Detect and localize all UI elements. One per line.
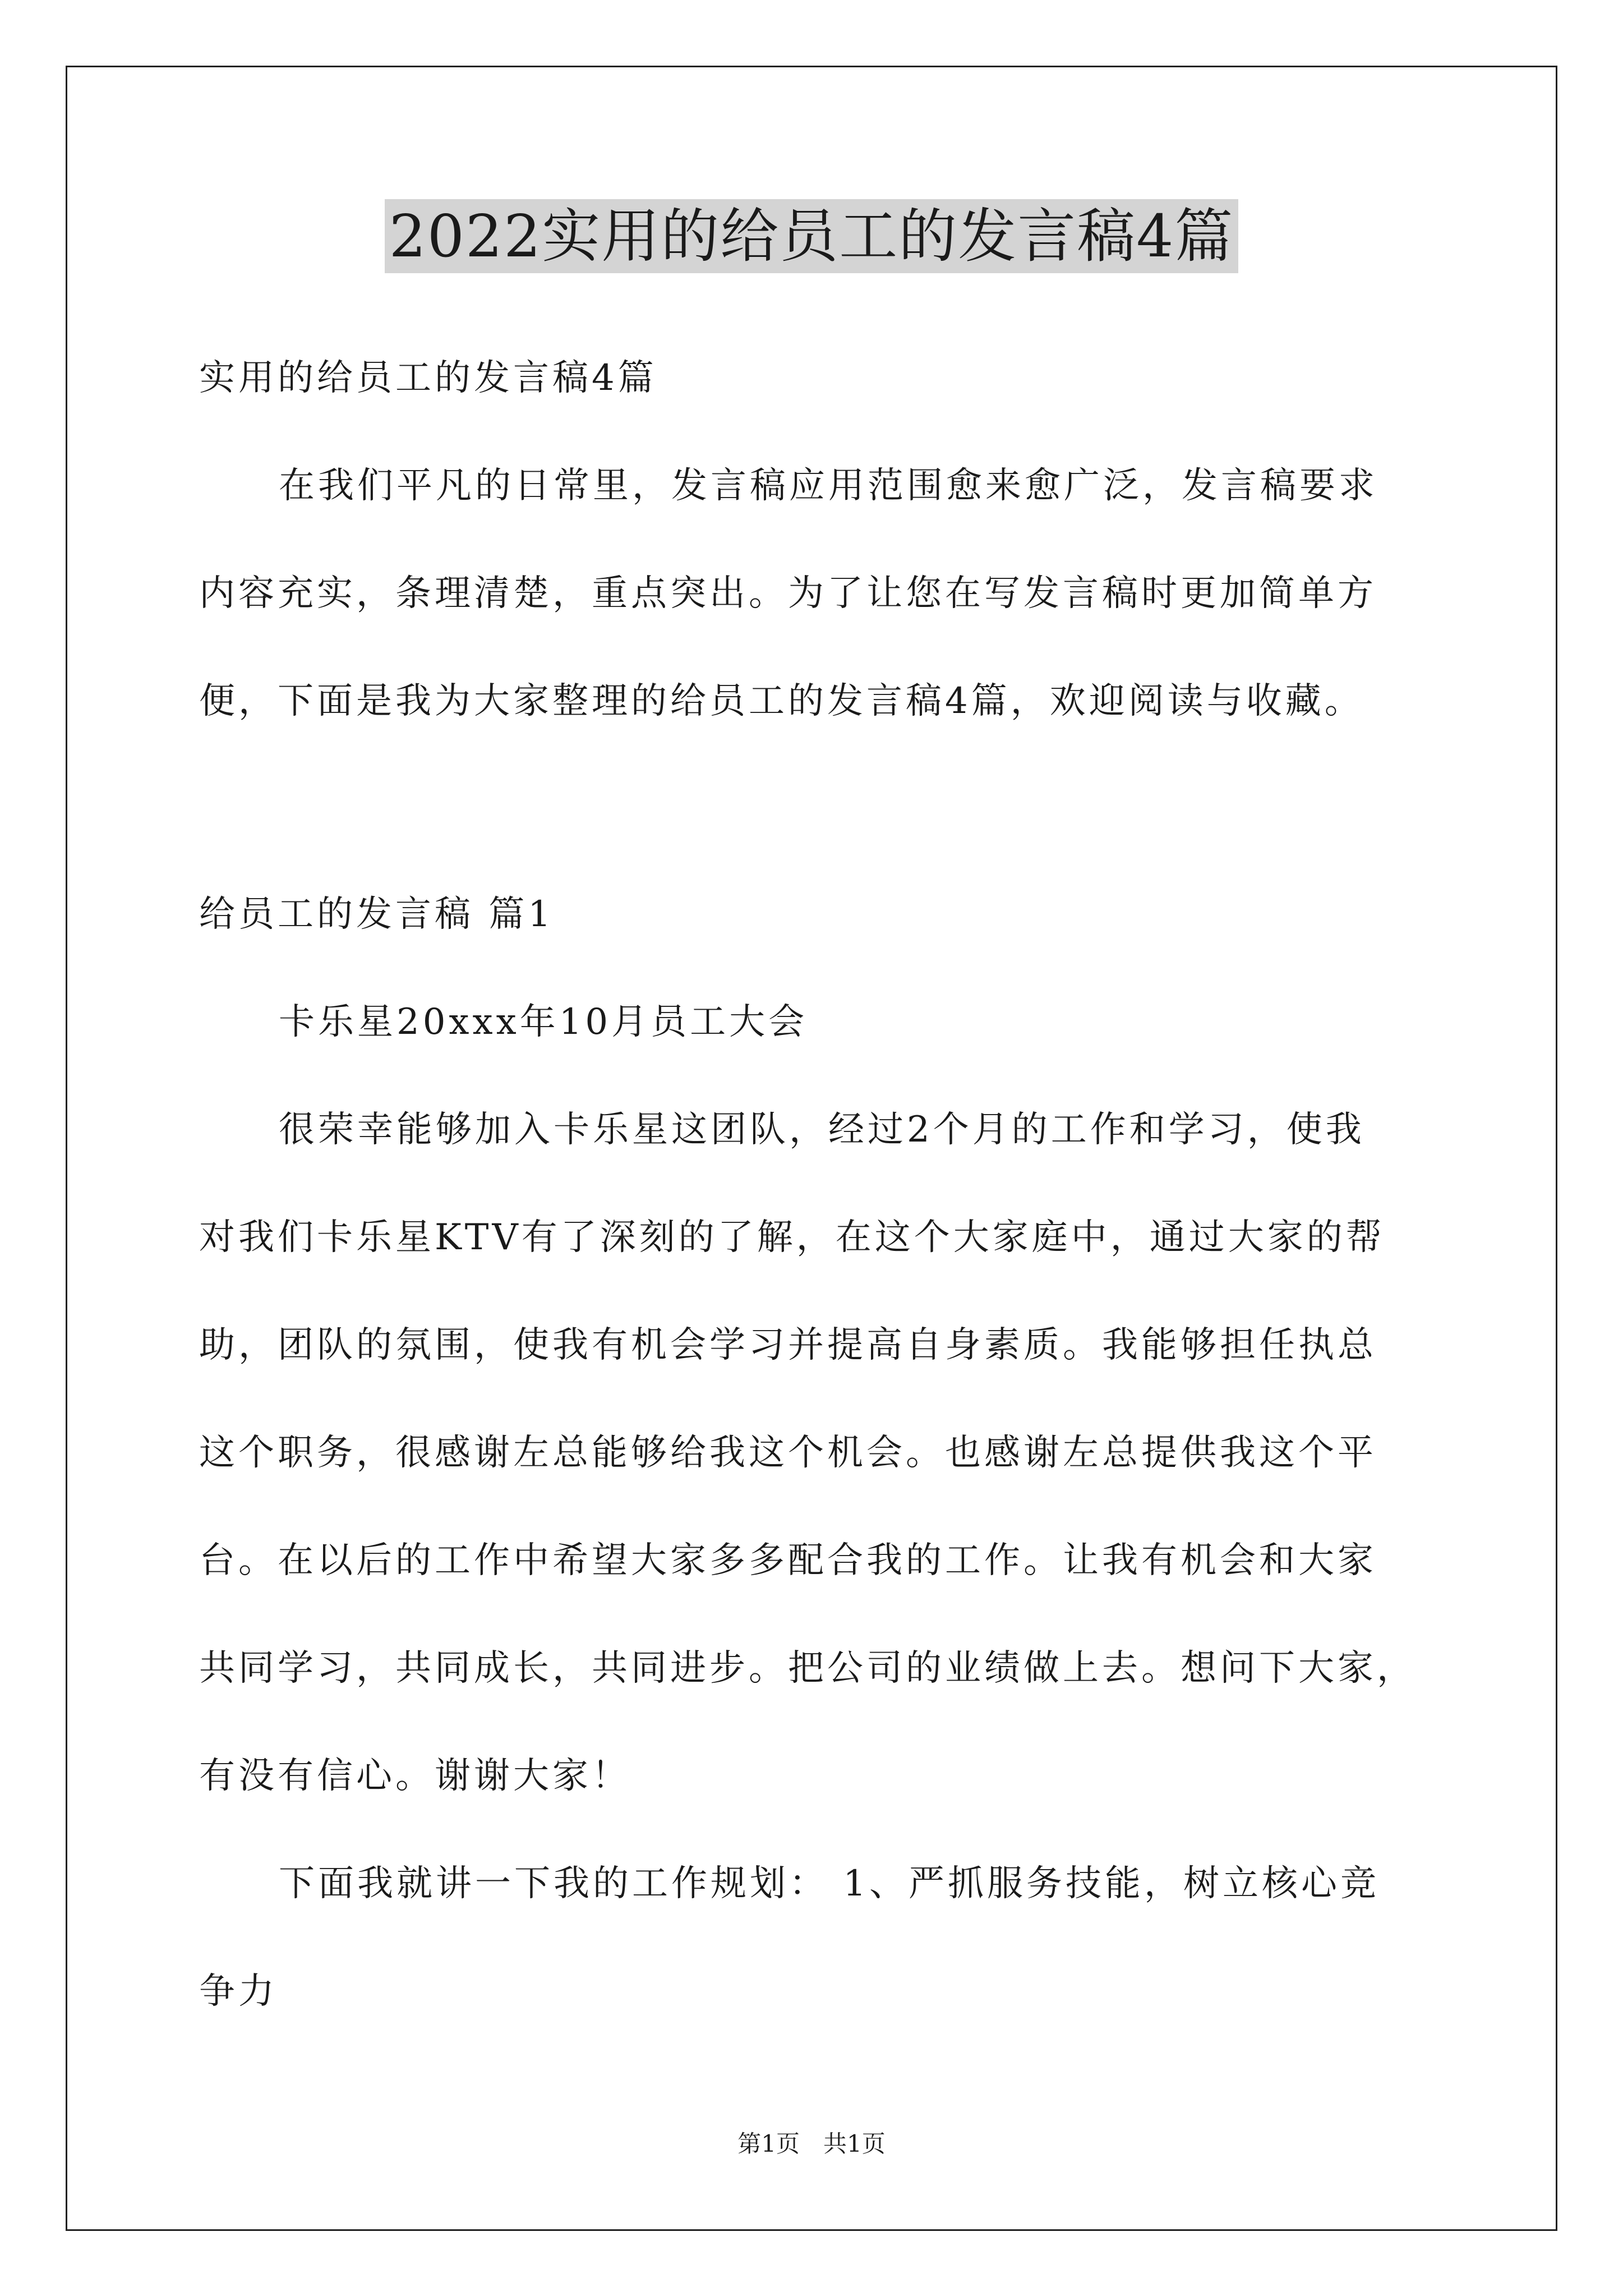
body-line-5: 台。在以后的工作中希望大家多多配合我的工作。让我有机会和大家: [199, 1540, 1377, 1581]
document-title: 2022实用的给员工的发言稿4篇: [385, 199, 1239, 273]
body-line-2: 对我们卡乐星KTV有了深刻的了解，在这个大家庭中，通过大家的帮: [199, 1217, 1385, 1258]
plan-line-1: 下面我就讲一下我的工作规划： 1、严抓服务技能，树立核心竞: [279, 1863, 1380, 1904]
body-line-6: 共同学习，共同成长，共同进步。把公司的业绩做上去。想问下大家，: [199, 1648, 1416, 1689]
body-line-3: 助，团队的氛围，使我有机会学习并提高自身素质。我能够担任执总: [199, 1324, 1377, 1366]
intro-line-1: 在我们平凡的日常里，发言稿应用范围愈来愈广泛，发言稿要求: [279, 465, 1378, 507]
body-line-1: 很荣幸能够加入卡乐星这团队，经过2个月的工作和学习，使我: [279, 1109, 1365, 1151]
body-line-7: 有没有信心。谢谢大家！: [199, 1755, 631, 1797]
page-footer: 第1页 共1页: [737, 2130, 886, 2157]
section-heading: 给员工的发言稿 篇1: [199, 894, 555, 935]
document-subtitle: 实用的给员工的发言稿4篇: [199, 357, 657, 399]
body-line-4: 这个职务，很感谢左总能够给我这个机会。也感谢左总提供我这个平: [199, 1432, 1377, 1474]
intro-line-3: 便，下面是我为大家整理的给员工的发言稿4篇，欢迎阅读与收藏。: [199, 680, 1364, 722]
intro-line-2: 内容充实，条理清楚，重点突出。为了让您在写发言稿时更加简单方: [199, 573, 1377, 614]
event-line: 卡乐星20xxx年10月员工大会: [279, 1001, 808, 1043]
plan-line-2: 争力: [199, 1971, 278, 2012]
title-container: [0, 199, 1623, 273]
